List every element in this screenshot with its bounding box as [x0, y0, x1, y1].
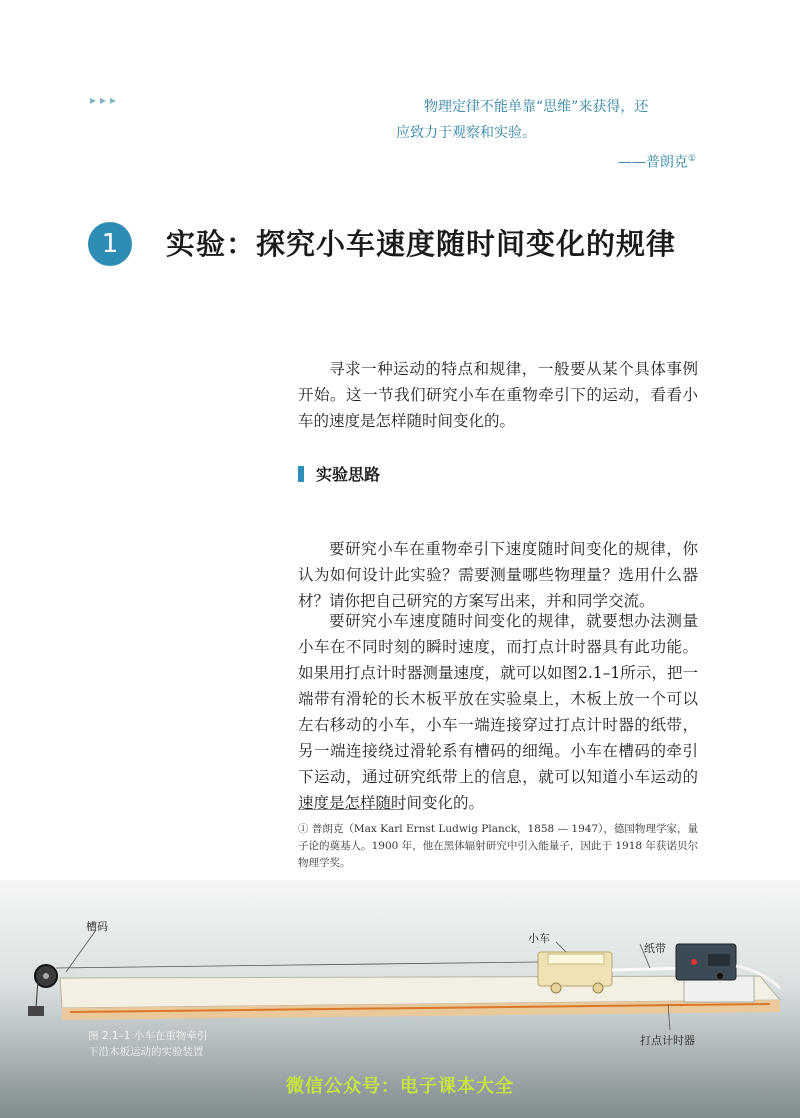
- intro-paragraph: 寻求一种运动的特点和规律，一般要从某个具体事例开始。这一节我们研究小车在重物牵引下的运动，看看小车的速度是怎样随时间变化的。: [298, 360, 698, 430]
- weight-label-leader: [66, 930, 96, 972]
- weight-icon: [28, 1006, 44, 1016]
- epigraph-quote: [396, 94, 696, 176]
- footnote-marker: ①: [687, 154, 696, 164]
- paragraph-experiment-question: 要研究小车在重物牵引下速度随时间变化的规律，你认为如何设计此实验？需要测量哪些物理量？选用什么器材？请你把自己研究的方案写出来，并和同学交流。: [298, 540, 698, 610]
- label-timer: 打点计时器: [640, 1034, 695, 1047]
- section-heading: [298, 464, 380, 486]
- quote-line-1: 物理定律不能单靠“思维”来获得，还: [424, 99, 649, 115]
- decorative-arrows: ▸▸▸: [90, 93, 121, 107]
- cart-label-leader: [556, 942, 566, 952]
- experiment-figure: [0, 880, 800, 1118]
- string: [56, 962, 538, 968]
- footnote: ① 普朗克（Max Karl Ernst Ludwig Planck，1858 — 1947），德国物理学家，量子论的奠基人。1900 年，他在黑体辐射研究中引入能量子，因此于 1918 年获诺贝尔物理学奖。: [298, 823, 698, 869]
- quote-author: [396, 146, 696, 176]
- timer-terminal-black: [717, 973, 723, 979]
- quote-author-name: ——普朗克: [617, 154, 688, 171]
- quote-line-2: 应致力于观察和实验。: [396, 125, 536, 141]
- figure-caption-line-1: 图 2.1–1 小车在重物牵引: [88, 1030, 208, 1042]
- weight-string: [36, 980, 38, 1008]
- label-paper-tape: 纸带: [644, 942, 666, 955]
- paragraph-experiment-method: 要研究小车速度随时间变化的规律，就要想办法测量小车在不同时刻的瞬时速度，而打点计时器具有此功能。如果用打点计时器测量速度，就可以如图2.1–1所示，把一端带有滑轮的长木板平放在实验桌上，木板上放一个可以左右移动的小车，小车一端连接穿过打点计时器的纸带，另一端连接绕过滑轮系有槽码的细绳。小车在槽码的牵引下运动，通过研究纸带上的信息，就可以知道小车运动的速度是怎样随时间变化的。: [298, 612, 698, 812]
- cart-wheel-1: [551, 983, 561, 993]
- section-heading-text: 实验思路: [316, 465, 381, 484]
- timer-terminal-red: [691, 959, 697, 965]
- figure-caption-line-2: 下沿木板运动的实验装置: [88, 1046, 204, 1058]
- chapter-number-badge: 1: [88, 222, 132, 266]
- label-cart: 小车: [528, 932, 550, 945]
- cart-wheel-2: [593, 983, 603, 993]
- label-weight: 槽码: [86, 920, 108, 933]
- cart-top: [548, 954, 604, 964]
- section-bar-icon: [298, 466, 304, 482]
- page-title: 实验：探究小车速度随时间变化的规律: [166, 227, 677, 261]
- watermark-text: 微信公众号：电子课本大全: [286, 1076, 514, 1097]
- timer-panel: [708, 954, 730, 966]
- footnote-divider: [298, 809, 404, 810]
- figure-caption: [88, 1028, 207, 1060]
- pulley-hub: [43, 973, 49, 979]
